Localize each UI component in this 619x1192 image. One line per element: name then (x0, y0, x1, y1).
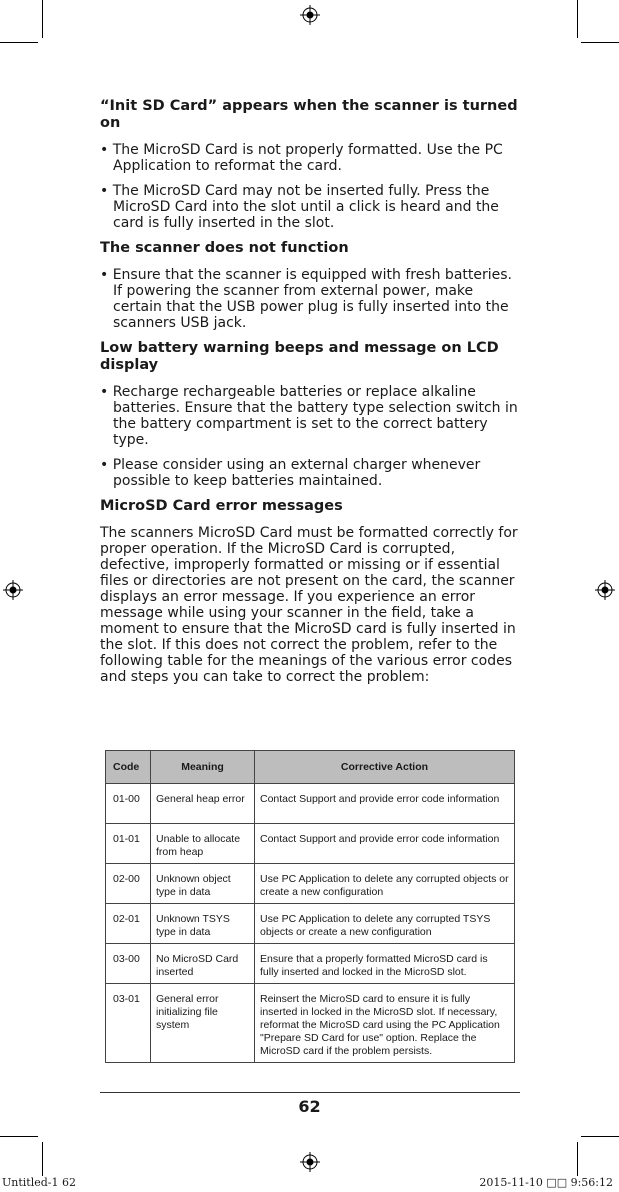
section-heading-init-sd: “Init SD Card” appears when the scanner is turned on (100, 98, 518, 131)
registration-mark-icon (595, 580, 615, 600)
table-header-row (106, 751, 515, 784)
table-row (106, 944, 515, 984)
bullet-item: • The MicroSD Card is not properly formatted. Use the PC Application to reformat the card. (100, 142, 503, 174)
cell-code: 03-00 (106, 944, 151, 984)
crop-mark (581, 42, 619, 43)
bullet-item: • Ensure that the scanner is equipped with fresh batteries. If powering the scanner from external power, make certain that the USB power plug is fully inserted into the scanners USB jack. (100, 267, 512, 331)
cell-meaning: No MicroSD Card inserted (151, 944, 255, 984)
section-heading-no-function: The scanner does not function (100, 240, 349, 256)
body-paragraph: The scanners MicroSD Card must be formatted correctly for proper operation. If the MicroSD Card is corrupted, defective, improperly formatted or missing or if essential files or directories are not present on the card, the scanner displays an error message. If you experience an error message while using your scanner in the field, take a moment to ensure that the MicroSD card is fully inserted in the slot. If this does not correct the problem, refer to the following table for the meanings of the various error codes and steps you can take to correct the problem: (100, 525, 518, 685)
registration-mark-icon (300, 1152, 320, 1172)
table-row (106, 864, 515, 904)
table-row (106, 784, 515, 824)
registration-mark-icon (300, 5, 320, 25)
cell-code: 03-01 (106, 984, 151, 1063)
cell-code: 01-01 (106, 824, 151, 864)
crop-mark (42, 0, 43, 38)
crop-mark (42, 1142, 43, 1176)
page-number: 62 (298, 1097, 321, 1116)
table-row (106, 904, 515, 944)
page-content (100, 98, 520, 695)
section-heading-low-battery: Low battery warning beeps and message on LCD display (100, 340, 499, 373)
bullet-item: • Please consider using an external charger whenever possible to keep batteries maintained. (100, 457, 481, 489)
bullet-item: • Recharge rechargeable batteries or replace alkaline batteries. Ensure that the battery type selection switch in the battery compartment is set to the correct battery type. (100, 384, 518, 448)
column-header-action: Corrective Action (255, 751, 515, 784)
table-row (106, 984, 515, 1063)
cell-meaning: Unknown object type in data (151, 864, 255, 904)
section-heading-microsd-errors: MicroSD Card error messages (100, 498, 343, 514)
cell-code: 01-00 (106, 784, 151, 824)
table-row (106, 824, 515, 864)
bullet-item: • The MicroSD Card may not be inserted fully. Press the MicroSD Card into the slot until a click is heard and the card is fully inserted in the slot. (100, 183, 499, 231)
print-slug-filename: Untitled-1 62 (2, 1176, 76, 1189)
crop-mark (0, 42, 38, 43)
cell-action: Use PC Application to delete any corrupted TSYS objects or create a new configuration (255, 904, 515, 944)
cell-meaning: General error initializing file system (151, 984, 255, 1063)
print-slug-timestamp: 2015-11-10 □□ 9:56:12 (479, 1176, 613, 1189)
crop-mark (0, 1136, 38, 1137)
crop-mark (581, 1136, 619, 1137)
registration-mark-icon (3, 580, 23, 600)
column-header-code: Code (106, 751, 151, 784)
cell-action: Reinsert the MicroSD card to ensure it is fully inserted in locked in the MicroSD slot. If necessary, reformat the MicroSD card using the PC Application "Prepare SD Card for use" option. Replace the MicroSD card if the problem persists. (255, 984, 515, 1063)
cell-meaning: Unable to allocate from heap (151, 824, 255, 864)
crop-mark (577, 0, 578, 38)
cell-action: Ensure that a properly formatted MicroSD card is fully inserted and locked in the MicroSD slot. (255, 944, 515, 984)
column-header-meaning: Meaning (151, 751, 255, 784)
cell-action: Contact Support and provide error code information (255, 824, 515, 864)
cell-code: 02-01 (106, 904, 151, 944)
cell-action: Use PC Application to delete any corrupted objects or create a new configuration (255, 864, 515, 904)
error-code-table (105, 750, 515, 1063)
cell-action: Contact Support and provide error code information (255, 784, 515, 824)
footer-divider (100, 1092, 520, 1093)
cell-code: 02-00 (106, 864, 151, 904)
cell-meaning: General heap error (151, 784, 255, 824)
crop-mark (577, 1142, 578, 1176)
cell-meaning: Unknown TSYS type in data (151, 904, 255, 944)
